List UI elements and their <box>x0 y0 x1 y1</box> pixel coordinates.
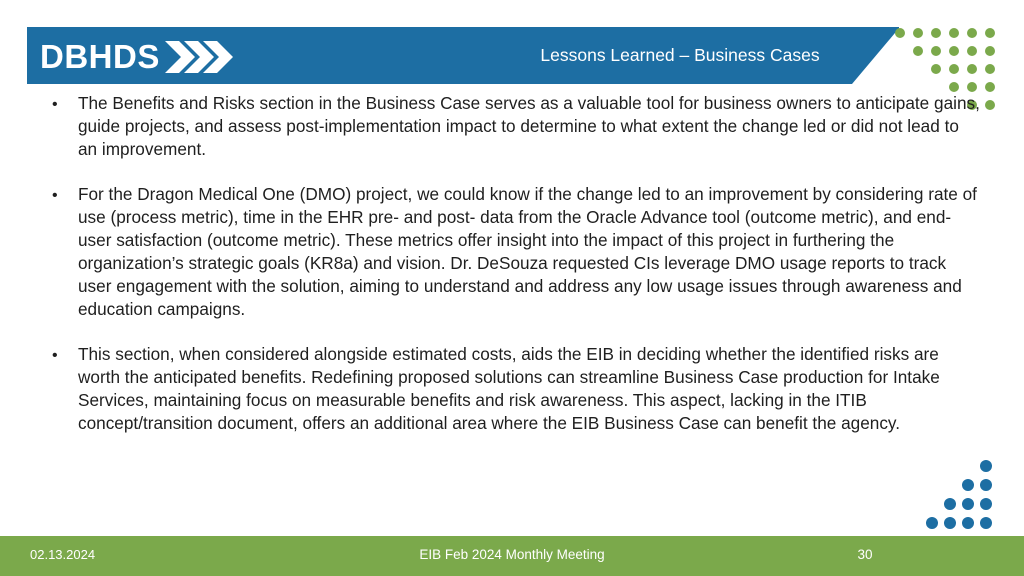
slide-body <box>52 92 982 457</box>
footer-date: 02.13.2024 <box>30 547 96 562</box>
bullet-item <box>52 92 982 161</box>
footer-bar <box>0 536 1024 576</box>
bullet-marker: • <box>52 187 58 204</box>
footer-page-number: 30 <box>857 547 873 562</box>
bullet-marker: • <box>52 347 58 364</box>
bullet-text: The Benefits and Risks section in the Business Case serves as a valuable tool for business owners to anticipate gains, guide projects, and assess post-implementation impact to determine to what extent the change led or did not lead to an improvement. <box>78 93 980 159</box>
dbhds-logo-text: DBHDS <box>40 38 160 75</box>
triple-chevron-right-icon <box>165 41 235 73</box>
bullet-text: This section, when considered alongside estimated costs, aids the EIB in deciding whether the identified risks are worth the anticipated benefits. Redefining proposed solutions can streamline Business Case production for Intake Services, maintaining focus on measurable benefits and risk awareness. This aspect, lacking in the ITIB concept/transition document, offers an additional area where the EIB Business Case can benefit the agency. <box>78 344 940 433</box>
bullet-marker: • <box>52 96 58 113</box>
bullet-item <box>52 343 982 435</box>
bullet-text: For the Dragon Medical One (DMO) project, we could know if the change led to an improvement by considering rate of use (process metric), time in the EHR pre- and post- data from the Oracle Advance tool (outcome metric), and end-user satisfaction (outcome metric). These metrics offer insight into the impact of this project in furthering the organization’s strategic goals (KR8a) and vision. Dr. DeSouza requested CIs leverage DMO usage reports to track user engagement with the solution, aiming to understand and address any low usage issues through awareness and education campaigns. <box>78 184 977 319</box>
page-title: Lessons Learned – Business Cases <box>540 45 820 65</box>
footer-meeting-title: EIB Feb 2024 Monthly Meeting <box>419 547 605 562</box>
bullet-item <box>52 183 982 321</box>
